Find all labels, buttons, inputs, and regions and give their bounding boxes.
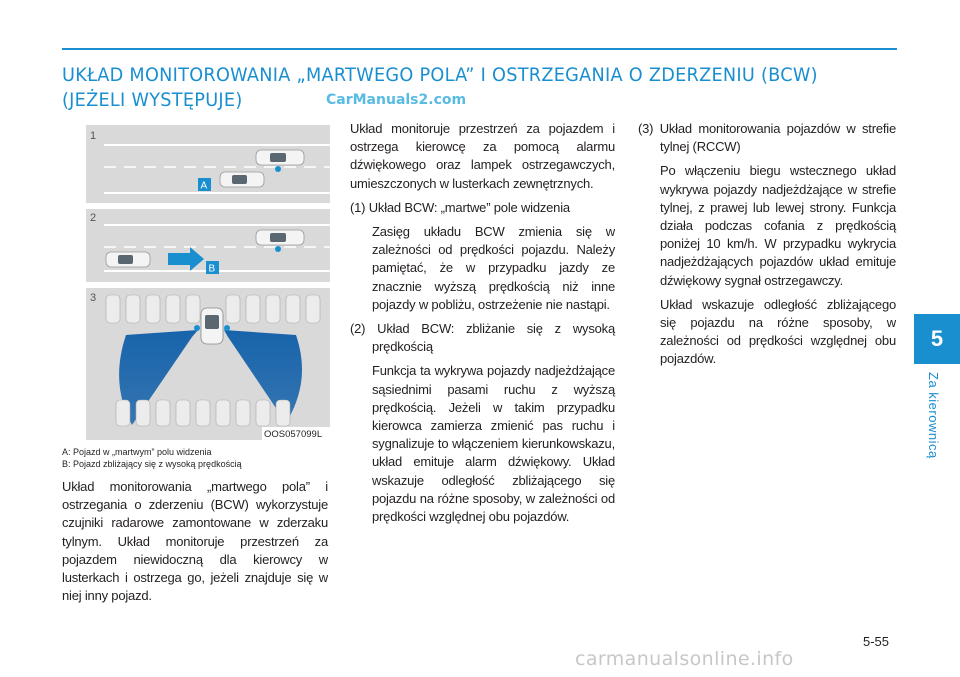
parked-cars-bottom (116, 400, 290, 426)
column-middle (350, 120, 615, 532)
car-approaching-scene2 (106, 252, 150, 267)
monitor-paragraph: Układ monitoruje przestrzeń za pojazdem i ostrzega kierowcę za pomocą alarmu dźwiękowego oraz lampek ostrzegawczych, umieszczonych w lusterkach zewnętrznych. (350, 121, 615, 191)
watermark-top: CarManuals2.com (326, 92, 467, 108)
page-number: 5-55 (863, 634, 890, 649)
header-rule (62, 48, 897, 50)
radar-dot (194, 325, 200, 331)
caption-a: A: Pojazd w „martwym” polu widzenia (62, 447, 212, 457)
figure-captions (62, 446, 332, 470)
item-2-heading: (2) Układ BCW: zbliżanie się z wysoką prędkością (350, 321, 615, 355)
column-right (638, 120, 896, 375)
item-1-heading: (1) Układ BCW: „martwe” pole widzenia (350, 199, 570, 215)
figure-code: OOS057099L (264, 429, 323, 440)
column-left (62, 478, 328, 611)
item-3-body-2: Układ wskazuje odległość zbliżającego się pojazdu na różne sposoby, w zależności od prędkości względnej obu pojazdów. (660, 296, 896, 367)
chapter-tab[interactable]: 5 (914, 314, 960, 364)
item-3-body-1: Po włączeniu biegu wstecznego układ wykrywa pojazdy nadjeżdżające w strefie tylnej, z prawej lub lewej strony. Funkcja działa podczas cofania z prędkością poniżej 10 km/h. W przypadku wykrycia nadjeżdżających pojazdów układ emituje dźwiękowy sygnał ostrzegawczy. (660, 163, 896, 288)
marker-b-label: B (208, 263, 216, 275)
intro-paragraph: Układ monitorowania „martwego pola” i ostrzegania o zderzeniu (BCW) wykorzystuje czujniki radarowe zamontowane w zderzaku tylnym. Układ monitoruje przestrzeń za pojazdem niewidoczną dla kierowcy w lusterkach i ostrzega go, jeżeli znajduje się w niej inny pojazd. (62, 479, 328, 604)
radar-dot (275, 166, 281, 172)
car-ego-scene2 (256, 230, 304, 245)
page-title: UKŁAD MONITOROWANIA „MARTWEGO POLA” I OSTRZEGANIA O ZDERZENIU (BCW) (JEŻELI WYSTĘPUJE) (62, 64, 818, 111)
item-1-body: Zasięg układu BCW zmienia się w zależności od prędkości pojazdu. Należy pamiętać, że w przypadku jazdy ze znacznie wyższą prędkością niż inne pojazdy w pobliżu, ostrzeżenie nie nastąpi. (372, 224, 615, 312)
car-blindspot-scene1 (220, 172, 264, 187)
row-label-1: 1 (90, 130, 97, 142)
radar-dot (275, 246, 281, 252)
item-3-heading: (3) Układ monitorowania pojazdów w strefie tylnej (RCCW) (638, 121, 896, 155)
marker-a-label: A (200, 180, 208, 192)
bcw-illustration (86, 125, 330, 440)
watermark-bottom: carmanualsonline.info (575, 648, 794, 670)
radar-dot (224, 325, 230, 331)
chapter-label: Za kierownicą (926, 372, 941, 459)
scene-divider (86, 282, 330, 288)
bcw-diagram (86, 125, 330, 440)
item-2-body: Funkcja ta wykrywa pojazdy nadjeżdżające sąsiednimi pasami ruchu z wyższą prędkością. Jeżeli w takim przypadku kierowca zamierza zmienić pas ruchu i sygnalizuje to włączeniem kierunkowskazu, układ emituje alarm dźwiękowy. Układ wskazuje odległość zbliżającego się pojazdu na różne sposoby, w zależności od prędkości względnej obu pojazdów. (372, 363, 615, 525)
caption-b: B: Pojazd zbliżający się z wysoką prędkością (62, 459, 242, 469)
car-ego-scene1 (256, 150, 304, 165)
scene-divider (86, 203, 330, 209)
row-label-2: 2 (90, 212, 97, 224)
row-label-3: 3 (90, 292, 97, 304)
car-ego-scene3 (201, 308, 223, 344)
